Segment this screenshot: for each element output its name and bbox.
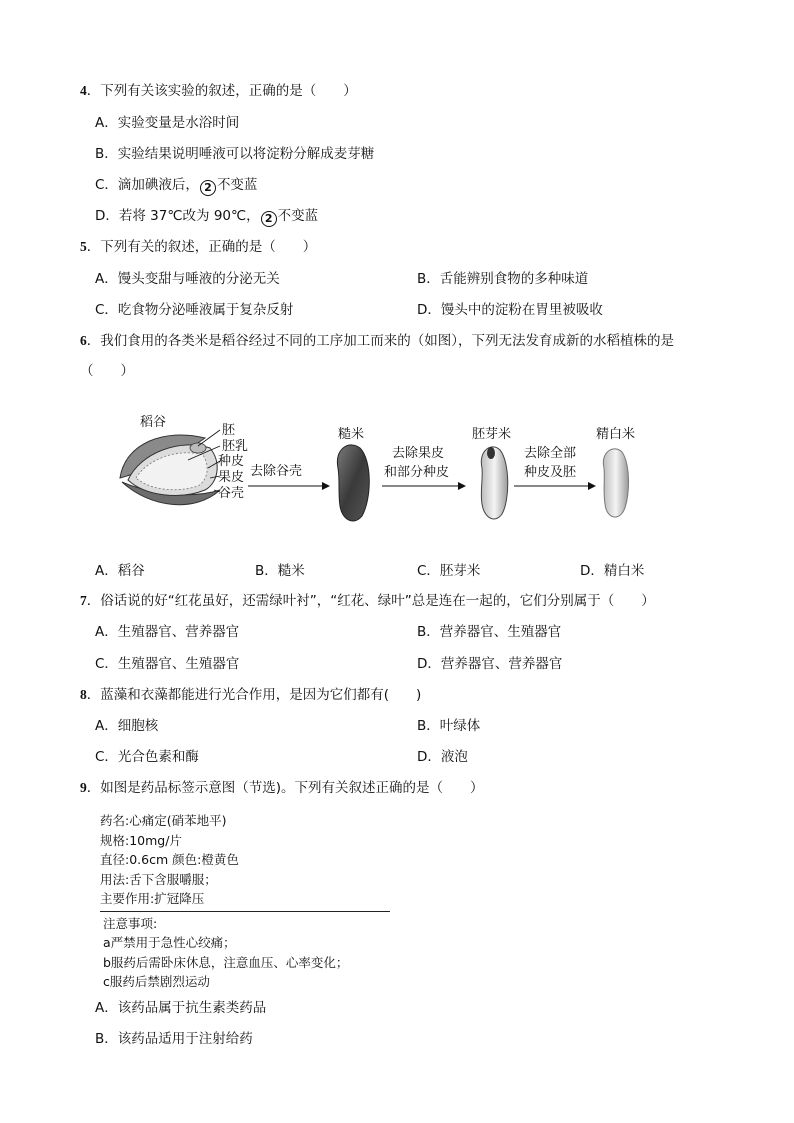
question-7-stem	[80, 592, 655, 610]
question-text: ．俗话说的好“红花虽好，还需绿叶衬”，“红花、绿叶”总是连在一起的，它们分别属于（ ）	[86, 593, 655, 609]
step-remove-husk: 去除谷壳	[250, 464, 303, 479]
label-divider	[100, 911, 390, 912]
question-number: 9	[80, 780, 87, 795]
circled-number: 2	[200, 180, 216, 196]
drug-usage: 用法:舌下含服嚼服；	[100, 871, 217, 887]
note-b: b服药后需卧床休息，注意血压、心率变化；	[103, 954, 349, 970]
q5-option-c: C．吃食物分泌唾液属于复杂反射	[95, 302, 294, 318]
q7-option-d: D．营养器官、营养器官	[417, 656, 563, 672]
germ-rice-label: 胚芽米	[472, 427, 512, 442]
q8-option-b: B．叶绿体	[417, 718, 481, 734]
drug-name: 药名:心痛定(硝苯地平)	[100, 813, 227, 828]
brown-rice-grain	[337, 445, 369, 521]
q9-option-b: B．该药品适用于注射给药	[95, 1031, 253, 1047]
paddy-rice-drawing	[120, 415, 220, 505]
question-number: 8	[80, 687, 87, 702]
paddy-rice-label: 稻谷	[140, 415, 167, 430]
question-text: ．下列有关该实验的叙述，正确的是（ ）	[86, 83, 357, 99]
q6-option-c: C．胚芽米	[417, 563, 481, 579]
arrow-2-head	[458, 482, 466, 490]
part-label-pericarp: 果皮	[218, 470, 245, 485]
notes-title: 注意事项:	[103, 915, 158, 931]
step-remove-pericarp-line1: 去除果皮	[392, 446, 445, 461]
question-text: ．我们食用的各类米是稻谷经过不同的工序加工而来的（如图），下列无法发育成新的水稻植株的是	[86, 333, 674, 349]
option-text: D．若将 37℃改为 90℃，	[95, 208, 260, 224]
step-remove-pericarp-line2: 和部分种皮	[384, 465, 450, 480]
part-label-seed-coat: 种皮	[218, 454, 245, 469]
germ-rice-grain	[481, 447, 507, 519]
part-label-endosperm: 胚乳	[222, 439, 249, 454]
question-number: 5	[80, 239, 87, 254]
q6-option-a: A．稻谷	[95, 563, 145, 579]
part-label-embryo: 胚	[222, 423, 236, 438]
q4-option-b: B．实验结果说明唾液可以将淀粉分解成麦芽糖	[95, 146, 375, 162]
arrow-1-head	[322, 482, 330, 490]
q8-option-c: C．光合色素和酶	[95, 749, 199, 765]
circled-number: 2	[261, 211, 277, 227]
q9-option-a: A．该药品属于抗生素类药品	[95, 1000, 267, 1016]
question-text: ．如图是药品标签示意图（节选)。下列有关叙述正确的是（ ）	[86, 780, 484, 796]
q6-option-b: B．糙米	[255, 563, 305, 579]
brown-rice-label: 糙米	[338, 427, 365, 442]
option-text: 不变蓝	[277, 208, 319, 224]
part-label-husk: 谷壳	[218, 486, 245, 501]
q5-option-b: B．舌能辨别食物的多种味道	[417, 271, 589, 287]
option-text: C．滴加碘液后，	[95, 177, 199, 193]
question-number: 7	[80, 593, 87, 608]
q4-option-a: A．实验变量是水浴时间	[95, 115, 240, 131]
drug-effect: 主要作用:扩冠降压	[100, 891, 205, 906]
q8-option-a: A．细胞核	[95, 718, 159, 734]
question-6-stem	[80, 332, 674, 350]
q7-option-a: A．生殖器官、营养器官	[95, 624, 240, 640]
q5-option-d: D．馒头中的淀粉在胃里被吸收	[417, 302, 603, 318]
white-rice-grain	[603, 449, 628, 517]
note-c: c服药后禁剧烈运动	[103, 974, 210, 989]
question-8-stem	[80, 686, 421, 704]
q7-option-c: C．生殖器官、生殖器官	[95, 656, 240, 672]
drug-spec: 规格:10mg/片	[100, 832, 182, 848]
drug-label	[100, 811, 400, 992]
q4-option-d	[95, 207, 318, 227]
q4-option-c	[95, 176, 257, 196]
question-text: ．蓝藻和衣藻都能进行光合作用，是因为它们都有( )	[86, 687, 422, 703]
question-number: 6	[80, 333, 87, 348]
arrow-3-head	[588, 482, 596, 490]
rice-processing-figure	[110, 408, 680, 538]
question-5-stem	[80, 238, 316, 256]
step-remove-embryo-line1: 去除全部	[524, 446, 577, 461]
germ-embryo	[487, 447, 495, 459]
drug-diameter-color: 直径:0.6cm 颜色:橙黄色	[100, 852, 239, 867]
step-remove-embryo-line2: 种皮及胚	[524, 465, 577, 480]
q8-option-d: D．液泡	[417, 749, 468, 765]
q6-option-d: D．精白米	[580, 563, 645, 579]
question-6-stem-continued: （ ）	[80, 363, 134, 379]
question-text: ．下列有关的叙述，正确的是（ ）	[86, 239, 317, 255]
option-text: 不变蓝	[216, 177, 258, 193]
q5-option-a: A．馒头变甜与唾液的分泌无关	[95, 271, 280, 287]
question-number: 4	[80, 83, 87, 98]
q7-option-b: B．营养器官、生殖器官	[417, 624, 562, 640]
question-9-stem	[80, 779, 484, 797]
white-rice-label: 精白米	[596, 427, 636, 442]
question-4-stem	[80, 82, 357, 100]
note-a: a严禁用于急性心绞痛；	[103, 935, 236, 950]
